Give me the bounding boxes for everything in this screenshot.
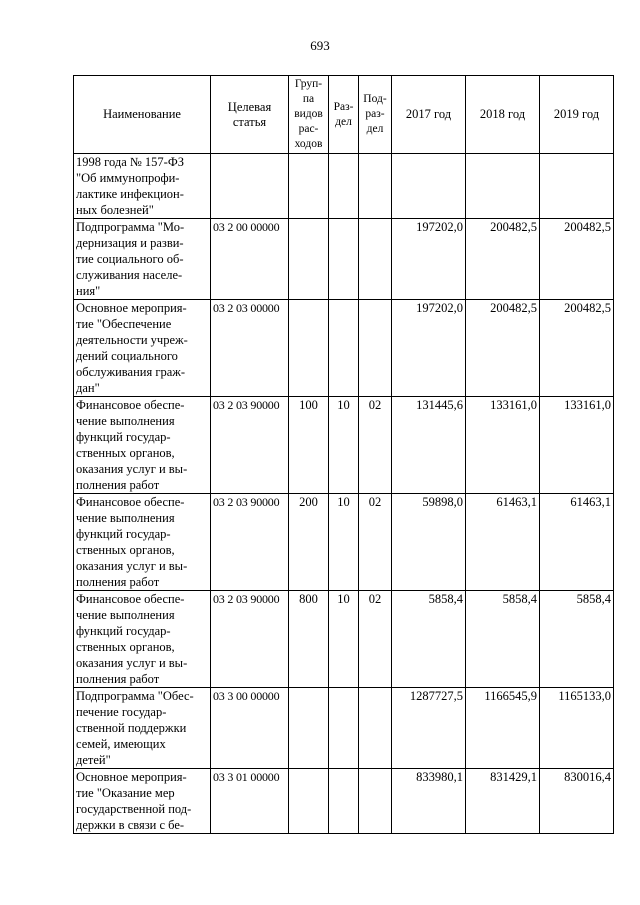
header-expense-group: Груп- па видов рас- ходов [289,76,329,154]
cell-2018: 200482,5 [466,300,540,397]
cell-target-article: 03 2 03 90000 [211,591,289,688]
cell-2017: 5858,4 [392,591,466,688]
cell-section [329,219,359,300]
table-row [74,494,614,591]
cell-subsection [359,688,392,769]
page-number: 693 [310,38,330,53]
cell-section: 10 [329,397,359,494]
header-target-article: Целевая статья [211,76,289,154]
cell-name: Подпрограмма "Обес- печение государ- ственной поддержки семей, имеющих детей" [74,688,211,769]
cell-section [329,300,359,397]
cell-2019: 5858,4 [540,591,614,688]
cell-section [329,154,359,219]
cell-name: Финансовое обеспе- чение выполнения функций государ- ственных органов, оказания услуг и вы- полнения работ [74,494,211,591]
table-row [74,300,614,397]
cell-subsection [359,769,392,834]
table-row [74,688,614,769]
cell-2017 [392,154,466,219]
cell-expense-group [289,154,329,219]
header-subsection: Под- раз- дел [359,76,392,154]
header-name: Наименование [74,76,211,154]
budget-table [73,75,614,834]
cell-2017: 833980,1 [392,769,466,834]
table-row [74,397,614,494]
cell-2019: 830016,4 [540,769,614,834]
cell-2018: 61463,1 [466,494,540,591]
cell-subsection: 02 [359,494,392,591]
cell-2017: 197202,0 [392,219,466,300]
cell-target-article: 03 2 03 00000 [211,300,289,397]
cell-expense-group [289,688,329,769]
cell-2018 [466,154,540,219]
cell-expense-group [289,219,329,300]
cell-target-article: 03 2 03 90000 [211,397,289,494]
cell-subsection [359,154,392,219]
header-2018: 2018 год [466,76,540,154]
cell-2018: 1166545,9 [466,688,540,769]
cell-expense-group [289,300,329,397]
cell-target-article [211,154,289,219]
cell-2019: 61463,1 [540,494,614,591]
cell-2017: 1287727,5 [392,688,466,769]
header-row [74,76,614,154]
table-row [74,769,614,834]
cell-2019 [540,154,614,219]
cell-2019: 1165133,0 [540,688,614,769]
cell-subsection [359,219,392,300]
table-row [74,219,614,300]
cell-2018: 133161,0 [466,397,540,494]
cell-target-article: 03 3 00 00000 [211,688,289,769]
cell-expense-group [289,769,329,834]
cell-2018: 831429,1 [466,769,540,834]
cell-2018: 5858,4 [466,591,540,688]
cell-subsection [359,300,392,397]
table-row [74,591,614,688]
cell-name: 1998 года № 157-ФЗ "Об иммунопрофи- лактике инфекцион- ных болезней" [74,154,211,219]
cell-section: 10 [329,494,359,591]
cell-name: Финансовое обеспе- чение выполнения функций государ- ственных органов, оказания услуг и вы- полнения работ [74,397,211,494]
cell-2017: 59898,0 [392,494,466,591]
cell-target-article: 03 3 01 00000 [211,769,289,834]
cell-expense-group: 200 [289,494,329,591]
cell-section: 10 [329,591,359,688]
cell-expense-group: 100 [289,397,329,494]
cell-subsection: 02 [359,397,392,494]
cell-2019: 200482,5 [540,300,614,397]
cell-name: Финансовое обеспе- чение выполнения функций государ- ственных органов, оказания услуг и вы- полнения работ [74,591,211,688]
cell-2018: 200482,5 [466,219,540,300]
cell-expense-group: 800 [289,591,329,688]
header-section: Раз- дел [329,76,359,154]
cell-section [329,688,359,769]
table-row [74,154,614,219]
cell-name: Основное мероприя- тие "Оказание мер государственной под- держки в связи с бе- [74,769,211,834]
header-2017: 2017 год [392,76,466,154]
cell-2017: 197202,0 [392,300,466,397]
cell-2017: 131445,6 [392,397,466,494]
cell-2019: 133161,0 [540,397,614,494]
cell-name: Основное мероприя- тие "Обеспечение деятельности учреж- дений социального обслуживания граж- дан" [74,300,211,397]
cell-target-article: 03 2 00 00000 [211,219,289,300]
header-2019: 2019 год [540,76,614,154]
cell-target-article: 03 2 03 90000 [211,494,289,591]
cell-section [329,769,359,834]
cell-2019: 200482,5 [540,219,614,300]
cell-name: Подпрограмма "Мо- дернизация и разви- тие социального об- служивания населе- ния" [74,219,211,300]
cell-subsection: 02 [359,591,392,688]
